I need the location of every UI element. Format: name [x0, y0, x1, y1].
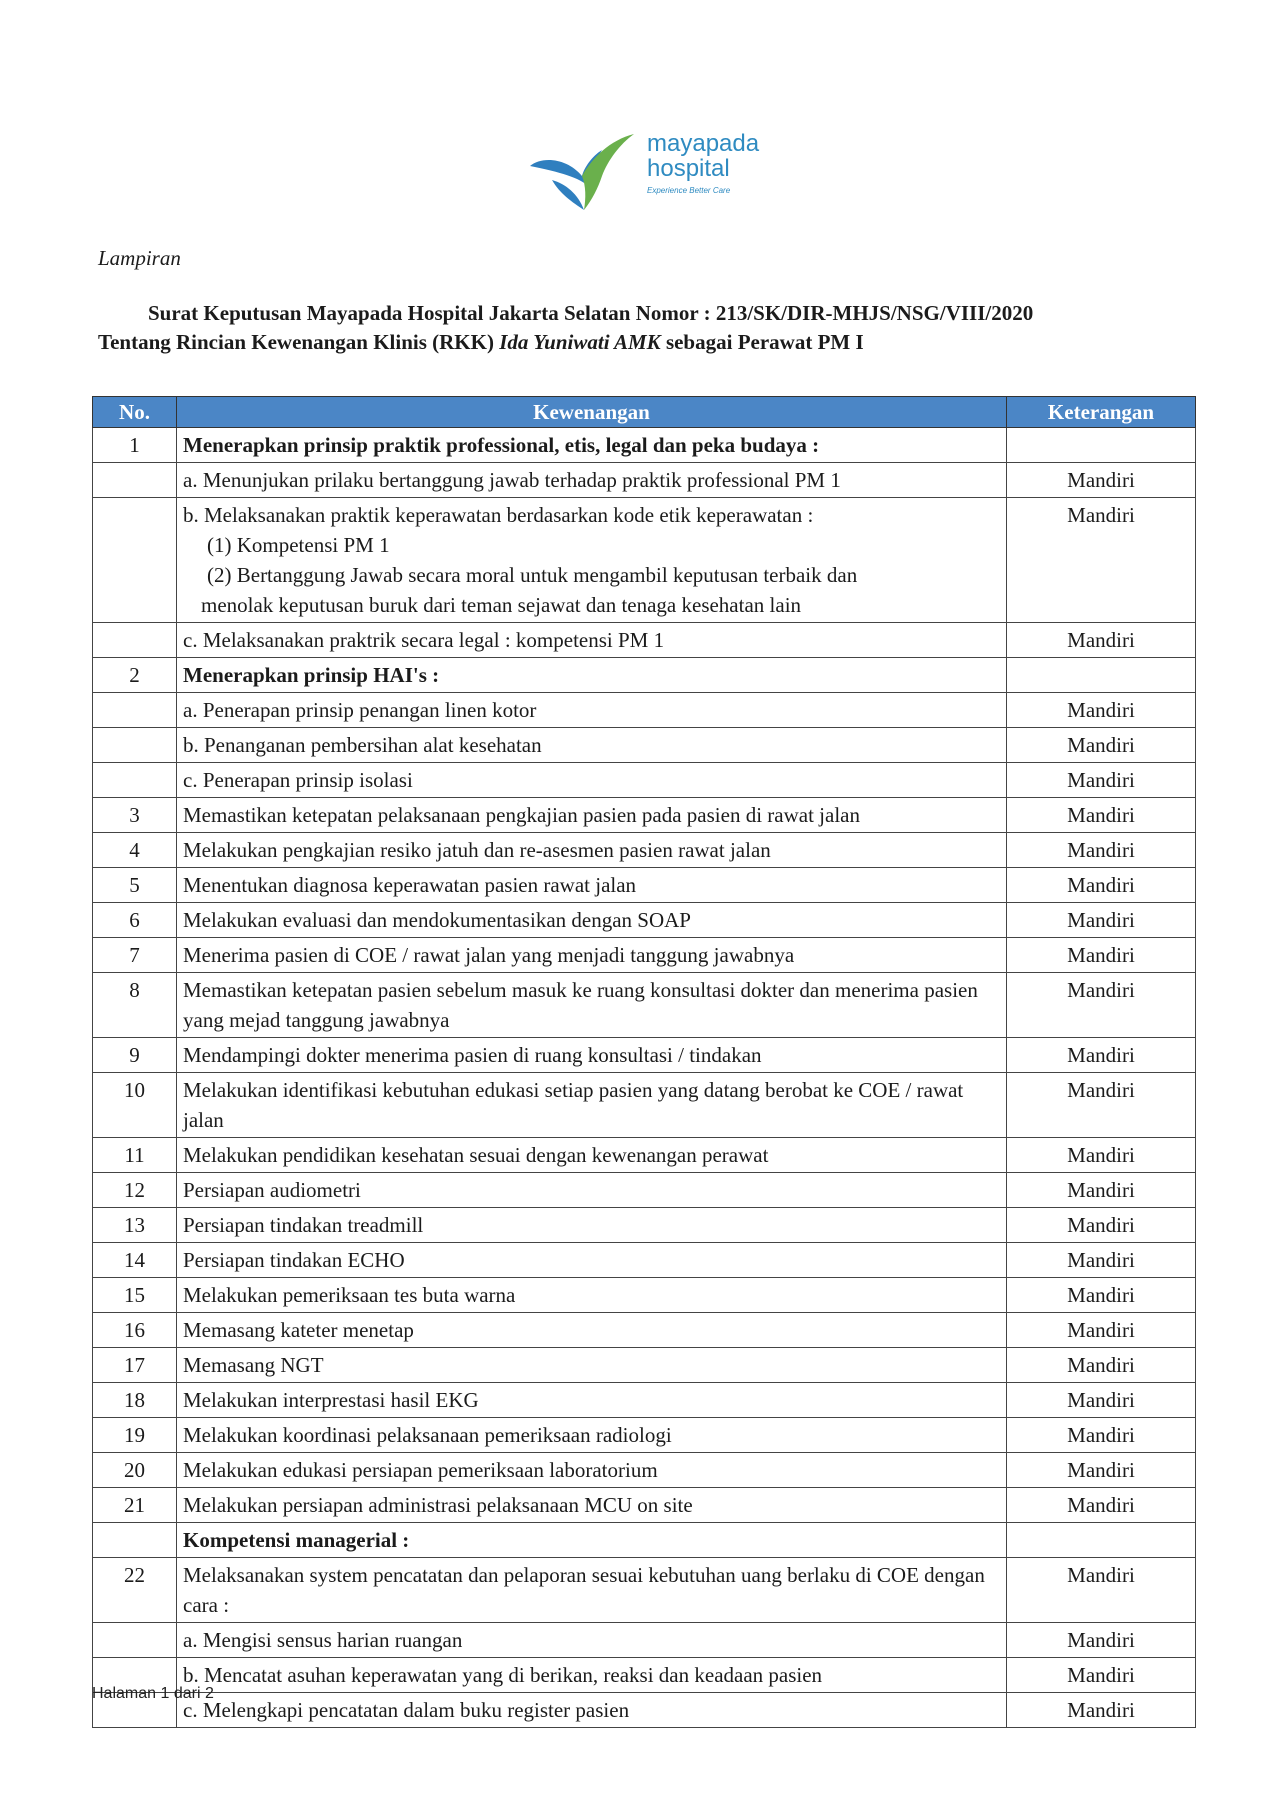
row-no: 10 — [93, 1073, 177, 1138]
row-kewenangan: Memastikan ketepatan pelaksanaan pengkajian pasien pada pasien di rawat jalan — [177, 798, 1007, 833]
row-keterangan: Mandiri — [1007, 798, 1196, 833]
row-kewenangan: Melakukan interprestasi hasil EKG — [177, 1383, 1007, 1418]
row-keterangan: Mandiri — [1007, 1693, 1196, 1728]
row-keterangan: Mandiri — [1007, 1243, 1196, 1278]
table-row — [93, 1488, 1196, 1523]
row-keterangan: Mandiri — [1007, 868, 1196, 903]
mayapada-logo — [522, 128, 802, 220]
row-keterangan — [1007, 1523, 1196, 1558]
row-kewenangan: c. Melaksanakan praktrik secara legal : kompetensi PM 1 — [177, 623, 1007, 658]
row-keterangan: Mandiri — [1007, 1488, 1196, 1523]
row-kewenangan: Melakukan identifikasi kebutuhan edukasi setiap pasien yang datang berobat ke COE / rawat jalan — [177, 1073, 1007, 1138]
logo-text-mayapada: mayapada — [647, 130, 760, 157]
table-row — [93, 1278, 1196, 1313]
table-header-row — [93, 397, 1196, 428]
table-row — [93, 1523, 1196, 1558]
row-kewenangan: Melakukan persiapan administrasi pelaksanaan MCU on site — [177, 1488, 1007, 1523]
row-no — [93, 763, 177, 798]
table-row — [93, 1658, 1196, 1693]
document-title-line1: Surat Keputusan Mayapada Hospital Jakarta Selatan Nomor : 213/SK/DIR-MHJS/NSG/VIII/2020 — [148, 301, 1034, 325]
document-title-line2 — [98, 330, 864, 355]
row-no: 13 — [93, 1208, 177, 1243]
row-keterangan: Mandiri — [1007, 938, 1196, 973]
title2-name: Ida Yuniwati AMK — [499, 330, 661, 354]
row-keterangan — [1007, 658, 1196, 693]
table-row — [93, 938, 1196, 973]
row-kewenangan: Menerima pasien di COE / rawat jalan yang menjadi tanggung jawabnya — [177, 938, 1007, 973]
row-kewenangan: Melakukan pengkajian resiko jatuh dan re-asesmen pasien rawat jalan — [177, 833, 1007, 868]
row-kewenangan: a. Penerapan prinsip penangan linen kotor — [177, 693, 1007, 728]
row-kewenangan: Menerapkan prinsip HAI's : — [177, 658, 1007, 693]
row-keterangan: Mandiri — [1007, 1313, 1196, 1348]
row-kewenangan: Menentukan diagnosa keperawatan pasien rawat jalan — [177, 868, 1007, 903]
table-row — [93, 1208, 1196, 1243]
row-kewenangan: Persiapan tindakan ECHO — [177, 1243, 1007, 1278]
row-kewenangan — [177, 498, 1007, 623]
table-row — [93, 693, 1196, 728]
row-no: 17 — [93, 1348, 177, 1383]
table-row — [93, 1558, 1196, 1623]
title2-part-b: sebagai Perawat PM I — [660, 330, 864, 354]
row-keterangan: Mandiri — [1007, 728, 1196, 763]
row-no: 3 — [93, 798, 177, 833]
table-row — [93, 1038, 1196, 1073]
row-kewenangan: Memastikan ketepatan pasien sebelum masuk ke ruang konsultasi dokter dan menerima pasien yang mejad tanggung jawabnya — [177, 973, 1007, 1038]
row-no: 7 — [93, 938, 177, 973]
table-row — [93, 763, 1196, 798]
title2-part-a: Tentang Rincian Kewenangan Klinis (RKK) — [98, 330, 500, 354]
row-keterangan: Mandiri — [1007, 623, 1196, 658]
row-no: 8 — [93, 973, 177, 1038]
table-row — [93, 658, 1196, 693]
row-keterangan: Mandiri — [1007, 1278, 1196, 1313]
row-keterangan: Mandiri — [1007, 498, 1196, 623]
row-no: 14 — [93, 1243, 177, 1278]
table-row — [93, 1453, 1196, 1488]
row-keterangan: Mandiri — [1007, 1348, 1196, 1383]
row-no: 12 — [93, 1173, 177, 1208]
lampiran-label: Lampiran — [98, 246, 181, 270]
logo-text-hospital: hospital — [647, 155, 730, 182]
row-kewenangan: Mendampingi dokter menerima pasien di ruang konsultasi / tindakan — [177, 1038, 1007, 1073]
row-keterangan: Mandiri — [1007, 1073, 1196, 1138]
table-row — [93, 1173, 1196, 1208]
header-keterangan: Keterangan — [1007, 397, 1196, 428]
logo-tagline: Experience Better Care — [647, 186, 731, 195]
row-keterangan: Mandiri — [1007, 1383, 1196, 1418]
row-sub-item: menolak keputusan buruk dari teman sejawat dan tenaga kesehatan lain — [201, 593, 802, 617]
row-kewenangan: Memasang NGT — [177, 1348, 1007, 1383]
table-row — [93, 623, 1196, 658]
table-row — [93, 903, 1196, 938]
row-keterangan: Mandiri — [1007, 1558, 1196, 1623]
table-row — [93, 498, 1196, 623]
table-row — [93, 1693, 1196, 1728]
row-no: 2 — [93, 658, 177, 693]
row-kewenangan: a. Menunjukan prilaku bertanggung jawab terhadap praktik professional PM 1 — [177, 463, 1007, 498]
row-no: 4 — [93, 833, 177, 868]
row-keterangan: Mandiri — [1007, 1418, 1196, 1453]
row-no: 11 — [93, 1138, 177, 1173]
row-keterangan: Mandiri — [1007, 1623, 1196, 1658]
row-keterangan: Mandiri — [1007, 1173, 1196, 1208]
row-no — [93, 1623, 177, 1658]
row-keterangan: Mandiri — [1007, 763, 1196, 798]
row-kewenangan: Melaksanakan system pencatatan dan pelaporan sesuai kebutuhan uang berlaku di COE dengan cara : — [177, 1558, 1007, 1623]
kewenangan-table — [92, 396, 1196, 1728]
row-no: 15 — [93, 1278, 177, 1313]
row-keterangan: Mandiri — [1007, 463, 1196, 498]
page-number: Halaman 1 dari 2 — [92, 1685, 214, 1702]
row-keterangan: Mandiri — [1007, 1453, 1196, 1488]
row-kewenangan: Melakukan pendidikan kesehatan sesuai dengan kewenangan perawat — [177, 1138, 1007, 1173]
row-kewenangan: Melakukan koordinasi pelaksanaan pemeriksaan radiologi — [177, 1418, 1007, 1453]
row-keterangan — [1007, 428, 1196, 463]
table-row — [93, 1313, 1196, 1348]
table-row — [93, 1623, 1196, 1658]
row-keterangan: Mandiri — [1007, 1138, 1196, 1173]
table-row — [93, 833, 1196, 868]
row-kewenangan-main: b. Melaksanakan praktik keperawatan berdasarkan kode etik keperawatan : — [183, 503, 814, 527]
row-no: 22 — [93, 1558, 177, 1623]
row-keterangan: Mandiri — [1007, 833, 1196, 868]
row-no — [93, 1523, 177, 1558]
row-kewenangan: Memasang kateter menetap — [177, 1313, 1007, 1348]
row-no: 18 — [93, 1383, 177, 1418]
table-row — [93, 1383, 1196, 1418]
table-row — [93, 1138, 1196, 1173]
row-keterangan: Mandiri — [1007, 903, 1196, 938]
table-row — [93, 1243, 1196, 1278]
row-kewenangan: c. Melengkapi pencatatan dalam buku register pasien — [177, 1693, 1007, 1728]
table-row — [93, 973, 1196, 1038]
row-kewenangan: Melakukan pemeriksaan tes buta warna — [177, 1278, 1007, 1313]
row-keterangan: Mandiri — [1007, 1658, 1196, 1693]
row-kewenangan: Persiapan tindakan treadmill — [177, 1208, 1007, 1243]
logo-heart-icon — [522, 128, 642, 220]
table-row — [93, 1073, 1196, 1138]
row-kewenangan: Melakukan evaluasi dan mendokumentasikan dengan SOAP — [177, 903, 1007, 938]
row-kewenangan: c. Penerapan prinsip isolasi — [177, 763, 1007, 798]
row-kewenangan: Menerapkan prinsip praktik professional, etis, legal dan peka budaya : — [177, 428, 1007, 463]
row-no: 16 — [93, 1313, 177, 1348]
table-row — [93, 728, 1196, 763]
table-row — [93, 1418, 1196, 1453]
row-no: 1 — [93, 428, 177, 463]
row-no — [93, 463, 177, 498]
row-no: 20 — [93, 1453, 177, 1488]
table-row — [93, 868, 1196, 903]
table-row — [93, 463, 1196, 498]
row-keterangan: Mandiri — [1007, 1208, 1196, 1243]
row-no — [93, 623, 177, 658]
row-no: 21 — [93, 1488, 177, 1523]
row-keterangan: Mandiri — [1007, 973, 1196, 1038]
table-row — [93, 1348, 1196, 1383]
row-sub-item: (2) Bertanggung Jawab secara moral untuk mengambil keputusan terbaik dan — [207, 563, 858, 587]
header-kewenangan: Kewenangan — [177, 397, 1007, 428]
row-keterangan: Mandiri — [1007, 1038, 1196, 1073]
row-kewenangan: Melakukan edukasi persiapan pemeriksaan laboratorium — [177, 1453, 1007, 1488]
row-kewenangan: Persiapan audiometri — [177, 1173, 1007, 1208]
row-kewenangan: b. Mencatat asuhan keperawatan yang di berikan, reaksi dan keadaan pasien — [177, 1658, 1007, 1693]
table-row — [93, 798, 1196, 833]
row-kewenangan: Kompetensi managerial : — [177, 1523, 1007, 1558]
row-no — [93, 498, 177, 623]
row-no: 6 — [93, 903, 177, 938]
row-kewenangan: a. Mengisi sensus harian ruangan — [177, 1623, 1007, 1658]
row-no: 9 — [93, 1038, 177, 1073]
row-keterangan: Mandiri — [1007, 693, 1196, 728]
row-no: 5 — [93, 868, 177, 903]
row-no — [93, 693, 177, 728]
row-no: 19 — [93, 1418, 177, 1453]
row-sub-item: (1) Kompetensi PM 1 — [207, 533, 390, 557]
row-no — [93, 728, 177, 763]
table-row — [93, 428, 1196, 463]
header-no: No. — [93, 397, 177, 428]
row-kewenangan: b. Penanganan pembersihan alat kesehatan — [177, 728, 1007, 763]
